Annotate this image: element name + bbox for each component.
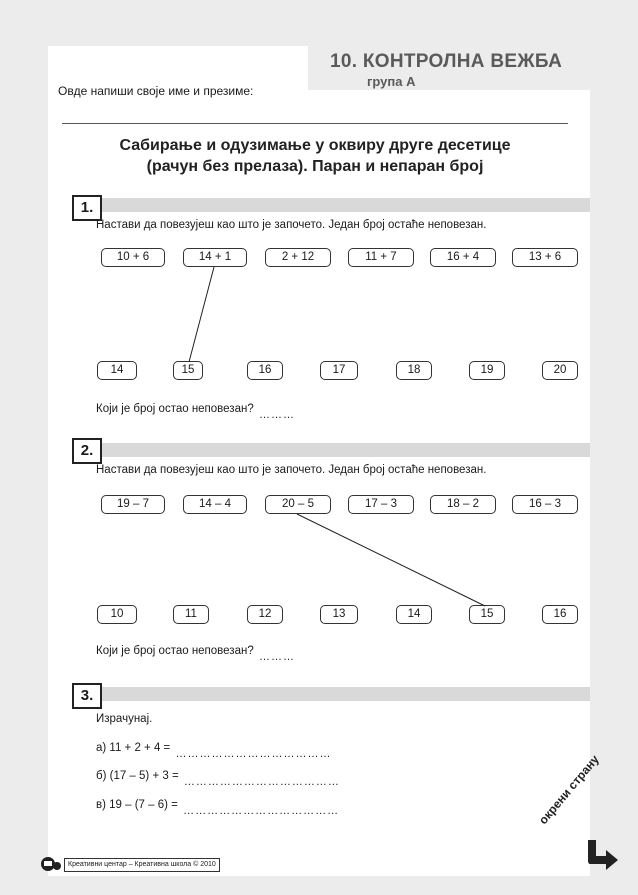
task1-question: Који је број остао неповезан? [96, 403, 254, 415]
task2-number: 2. [72, 438, 102, 464]
publisher-logo-icon [40, 856, 62, 872]
task3-strip [96, 687, 590, 701]
task2-question-row [96, 645, 295, 663]
task2-expression[interactable]: 19 – 7 [101, 495, 165, 514]
task1-number: 1. [72, 195, 102, 221]
task3-item-dots[interactable]: ………………………………… [183, 805, 340, 817]
task3-item [96, 742, 332, 760]
divider-rule [62, 123, 568, 124]
task2-answer[interactable]: 10 [97, 605, 137, 624]
task1-answer[interactable]: 18 [396, 361, 432, 380]
task3-item-label: а) 11 + 2 + 4 = [96, 742, 171, 754]
topic-line-2: (рачун без прелаза). Паран и непаран број [146, 158, 484, 175]
task2-answer[interactable]: 16 [542, 605, 578, 624]
test-group: група А [367, 74, 416, 89]
task1-expression[interactable]: 2 + 12 [265, 248, 331, 267]
task1-answer[interactable]: 20 [542, 361, 578, 380]
task3-number: 3. [72, 683, 102, 709]
turn-page-label[interactable]: окрени страну [536, 752, 602, 827]
task1-answer[interactable]: 14 [97, 361, 137, 380]
task1-instruction: Настави да повезујеш као што је започето. Један број остаће неповезан. [96, 219, 487, 231]
task3-item-label: в) 19 – (7 – 6) = [96, 799, 178, 811]
task3-item [96, 799, 340, 817]
task1-answer[interactable]: 17 [320, 361, 358, 380]
name-prompt: Овде напиши своје име и презиме: [58, 84, 254, 98]
task2-expression[interactable]: 16 – 3 [512, 495, 578, 514]
task1-expression[interactable]: 14 + 1 [183, 248, 247, 267]
task2-answer[interactable]: 14 [396, 605, 432, 624]
task1-expression[interactable]: 10 + 6 [101, 248, 165, 267]
task2-question: Који је број остао неповезан? [96, 645, 254, 657]
turn-page-arrow-icon [588, 840, 618, 870]
task3-item [96, 770, 340, 788]
task1-expression[interactable]: 13 + 6 [512, 248, 578, 267]
task2-answer[interactable]: 15 [469, 605, 505, 624]
task2-expression[interactable]: 17 – 3 [348, 495, 414, 514]
task1-answer[interactable]: 16 [247, 361, 283, 380]
task2-answer-dots[interactable]: ……… [258, 651, 295, 663]
task1-expression[interactable]: 11 + 7 [348, 248, 414, 267]
test-title: 10. КОНТРОЛНА ВЕЖБА [330, 51, 563, 72]
task2-strip [96, 443, 590, 457]
task1-answer[interactable]: 19 [469, 361, 505, 380]
task2-expression[interactable]: 14 – 4 [183, 495, 247, 514]
task3-item-label: б) (17 – 5) + 3 = [96, 770, 179, 782]
task2-expression[interactable]: 20 – 5 [265, 495, 331, 514]
task1-answer[interactable]: 15 [173, 361, 203, 380]
task3-item-dots[interactable]: ………………………………… [183, 776, 340, 788]
task2-answer[interactable]: 11 [173, 605, 209, 624]
task2-answer[interactable]: 12 [247, 605, 283, 624]
task1-question-row [96, 403, 295, 421]
task3-instruction: Израчунај. [96, 713, 153, 725]
task3-item-dots[interactable]: ………………………………… [175, 748, 332, 760]
task2-expression[interactable]: 18 – 2 [430, 495, 496, 514]
footer-credit: Креативни центар – Креативна школа © 2010 [64, 858, 220, 872]
task2-answer[interactable]: 13 [320, 605, 358, 624]
task1-expression[interactable]: 16 + 4 [430, 248, 496, 267]
task2-instruction: Настави да повезујеш као што је започето. Један број остаће неповезан. [96, 464, 487, 476]
task1-answer-dots[interactable]: ……… [258, 409, 295, 421]
task1-strip [96, 198, 590, 212]
topic-line-1: Сабирање и одузимање у оквиру друге десетице [119, 137, 511, 154]
